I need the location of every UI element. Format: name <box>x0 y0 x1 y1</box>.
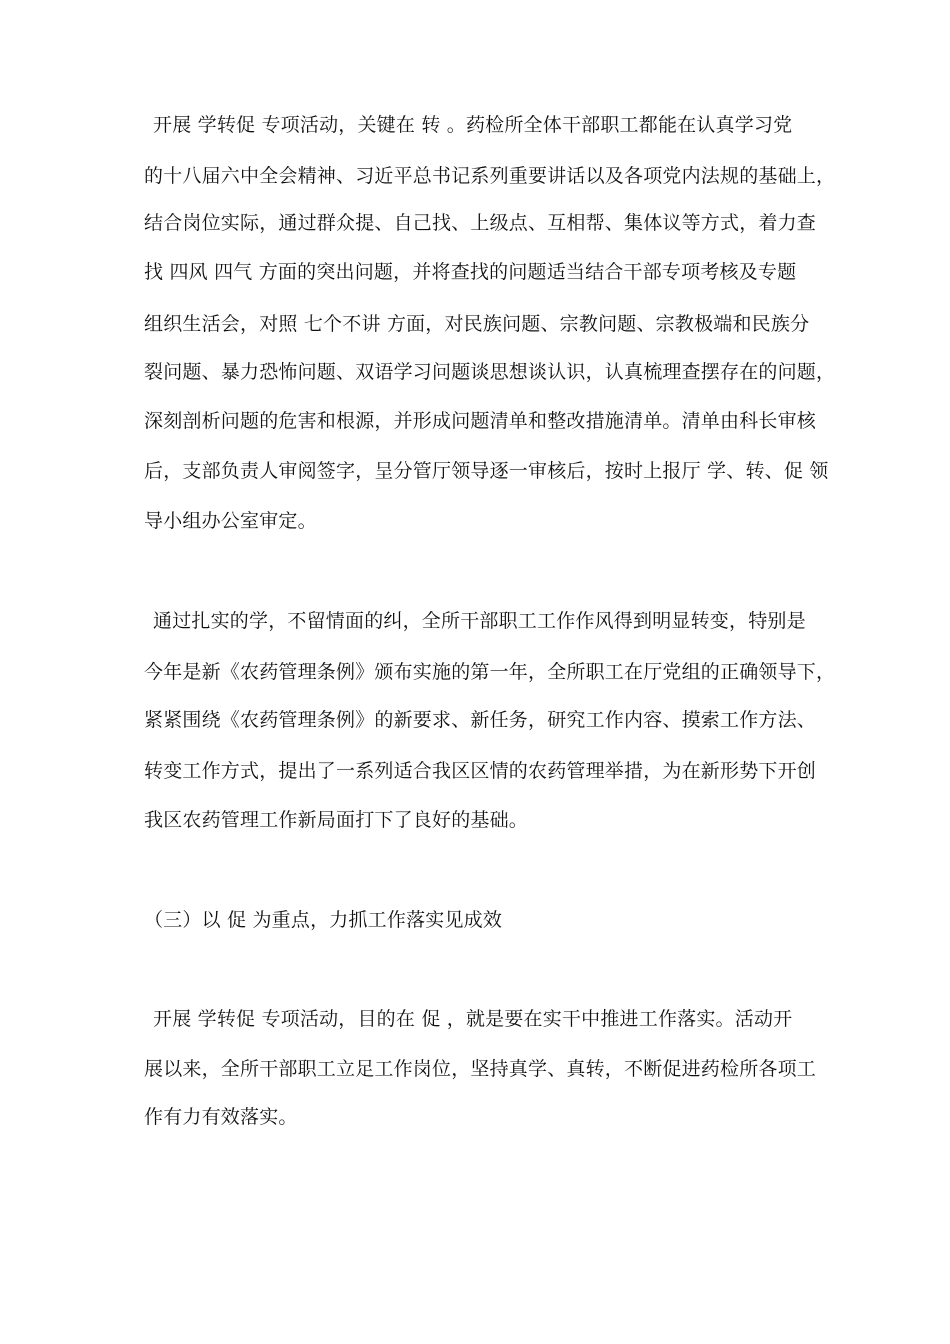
text-line: 作有力有效落实。 <box>144 1106 298 1128</box>
text-line: 开展 学转促 专项活动，目的在 促 ，就是要在实干中推进工作落实。活动开 <box>153 1008 793 1030</box>
text-line: 今年是新《农药管理条例》颁布实施的第一年，全所职工在厅党组的正确领导下， <box>144 661 836 683</box>
text-line: 结合岗位实际，通过群众提、自己找、上级点、互相帮、集体议等方式，着力查 <box>144 212 817 234</box>
text-line: 我区农药管理工作新局面打下了良好的基础。 <box>144 809 529 831</box>
section-heading: （三）以 促 为重点，力抓工作落实见成效 <box>144 909 503 931</box>
text-line: 后，支部负责人审阅签字，呈分管厅领导逐一审核后，按时上报厅 学、转、促 领 <box>144 460 829 482</box>
text-line: 深刻剖析问题的危害和根源，并形成问题清单和整改措施清单。清单由科长审核 <box>144 410 817 432</box>
text-line: 导小组办公室审定。 <box>144 510 317 532</box>
text-line: 转变工作方式，提出了一系列适合我区区情的农药管理举措，为在新形势下开创 <box>144 760 817 782</box>
text-line: 开展 学转促 专项活动，关键在 转 。药检所全体干部职工都能在认真学习党 <box>153 114 793 136</box>
text-line: 找 四风 四气 方面的突出问题，并将查找的问题适当结合干部专项考核及专题 <box>144 261 797 283</box>
text-line: 裂问题、暴力恐怖问题、双语学习问题谈思想谈认识，认真梳理查摆存在的问题， <box>144 361 836 383</box>
text-line: 紧紧围绕《农药管理条例》的新要求、新任务，研究工作内容、摸索工作方法、 <box>144 709 817 731</box>
text-line: 通过扎实的学，不留情面的纠，全所干部职工工作作风得到明显转变，特别是 <box>153 610 806 632</box>
text-line: 组织生活会，对照 七个不讲 方面，对民族问题、宗教问题、宗教极端和民族分 <box>144 313 810 335</box>
text-line: 展以来，全所干部职工立足工作岗位，坚持真学、真转，不断促进药检所各项工 <box>144 1058 817 1080</box>
text-line: 的十八届六中全会精神、习近平总书记系列重要讲话以及各项党内法规的基础上， <box>144 165 836 187</box>
